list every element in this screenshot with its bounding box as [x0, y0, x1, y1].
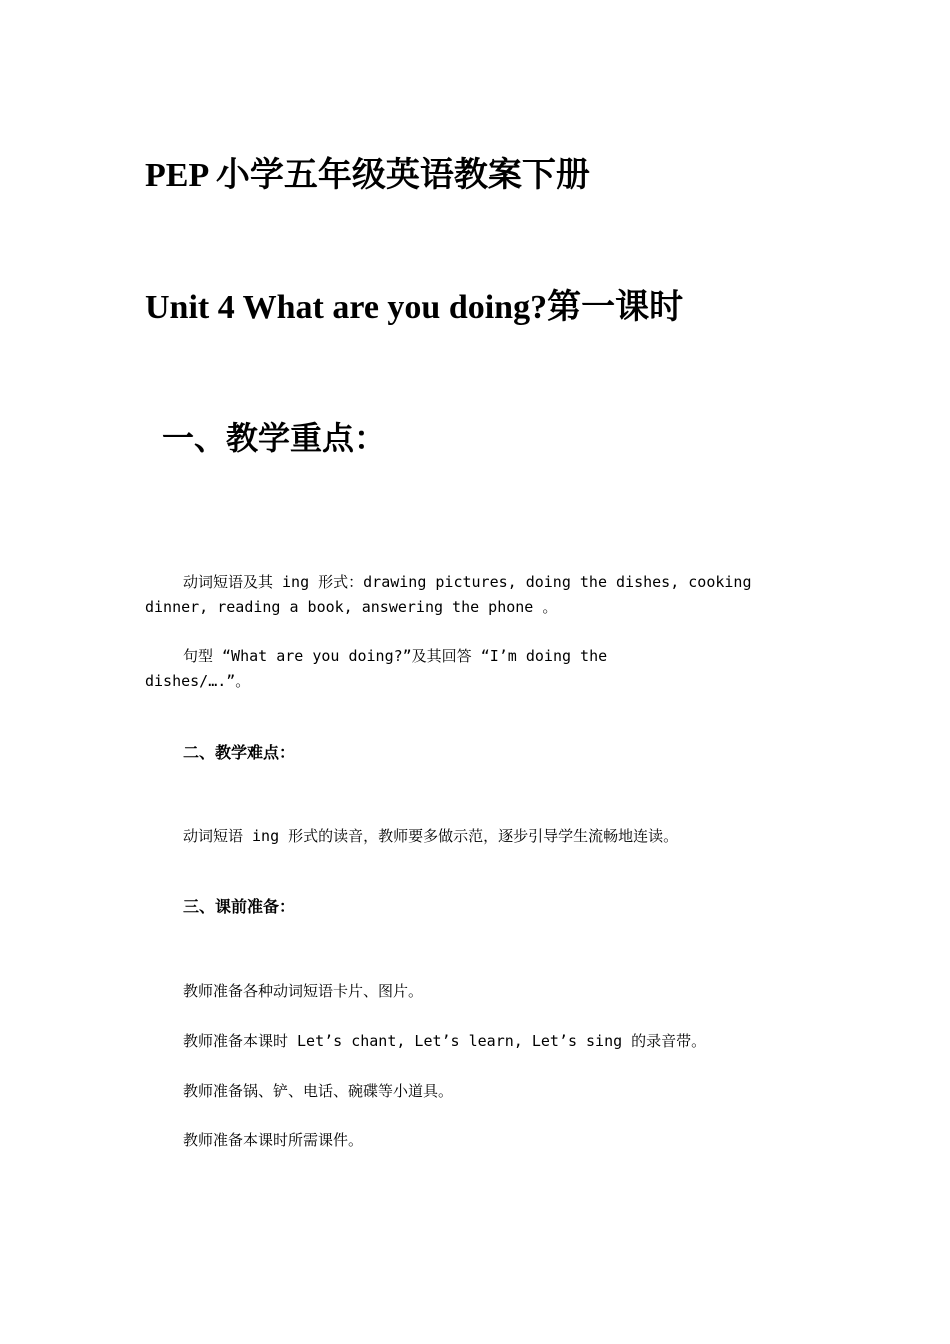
preparation-item-4: 教师准备本课时所需课件。	[183, 1131, 364, 1149]
section-heading-preparation: 三、课前准备：	[183, 897, 296, 916]
key-points-paragraph-1: 动词短语及其 ing 形式：drawing pictures, doing the dishes, cooking dinner, reading a book, answering the phone 。	[145, 573, 752, 616]
section-heading-key-points: 一、教学重点：	[162, 419, 387, 457]
preparation-item-2: 教师准备本课时 Let’s chant, Let’s learn, Let’s sing 的录音带。	[183, 1032, 707, 1050]
difficulties-paragraph: 动词短语 ing 形式的读音，教师要多做示范，逐步引导学生流畅地连读。	[183, 827, 679, 845]
document-title: PEP 小学五年级英语教案下册	[145, 157, 590, 194]
section-heading-difficulties: 二、教学难点：	[183, 743, 296, 762]
unit-title: Unit 4 What are you doing?第一课时	[145, 289, 684, 326]
preparation-item-3: 教师准备锅、铲、电话、碗碟等小道具。	[183, 1082, 454, 1100]
key-points-paragraph-2: 句型 “What are you doing?”及其回答 “I’m doing the dishes/….”。	[145, 647, 608, 690]
preparation-item-1: 教师准备各种动词短语卡片、图片。	[183, 982, 424, 1000]
